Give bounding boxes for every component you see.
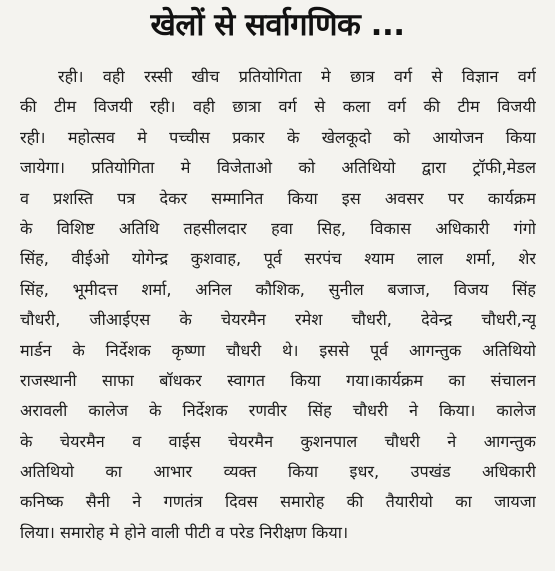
article-line: की टीम विजयी रही। वही छात्रा वर्ग से कला वर्ग की टीम विजयी <box>20 97 536 117</box>
article-line: सिंह, भूमीदत्त शर्मा, अनिल कौशिक, सुनील बजाज, विजय सिंह <box>20 279 536 299</box>
article-line: सिंह, वीईओ योगेन्द्र कुशवाह, पूर्व सरपंच श्याम लाल शर्मा, शेर <box>20 249 536 269</box>
article-line: रही। महोत्सव मे पच्चीस प्रकार के खेलकूदो को आयोजन किया <box>20 127 536 147</box>
article-line: के चेयरमैन व वाईस चेयरमैन कुशनपाल चौधरी ने आगन्तुक <box>20 431 536 451</box>
article-line: के विशिष्ट अतिथि तहसीलदार हवा सिह, विकास अधिकारी गंगो <box>20 218 536 238</box>
article-body <box>20 62 536 548</box>
article-line: अतिथियो का आभार व्यक्त किया इधर, उपखंड अधिकारी <box>20 462 536 482</box>
article-line: जायेगा। प्रतियोगिता मे विजेताओ को अतिथियो द्वारा ट्रॉफी,मेडल <box>20 158 536 178</box>
article-line: चौधरी, जीआईएस के चेयरमैन रमेश चौधरी, देवेन्द्र चौधरी,न्यू <box>20 310 536 330</box>
article-line: लिया। समारोह मे होने वाली पीटी व परेड निरीक्षण किया। <box>20 522 349 542</box>
article-headline: खेलों से सर्वागणिक ... <box>150 7 405 43</box>
article-line: मार्डन के निर्देशक कृष्णा चौधरी थे। इससे पूर्व आगन्तुक अतिथियो <box>20 340 536 360</box>
article-line: राजस्थानी साफा बॉधकर स्वागत किया गया।कार्यक्रम का संचालन <box>20 370 536 390</box>
article-line: व प्रशस्ति पत्र देकर सम्मानित किया इस अवसर पर कार्यक्रम <box>20 188 536 208</box>
article-line: कनिष्क सैनी ने गणतंत्र दिवस समारोह की तैयारीयो का जायजा <box>20 492 536 512</box>
article-line: अरावली कालेज के निर्देशक रणवीर सिंह चौधरी ने किया। कालेज <box>20 401 536 421</box>
article-line: रही। वही रस्सी खीच प्रतियोगिता मे छात्र वर्ग से विज्ञान वर्ग <box>58 67 536 86</box>
